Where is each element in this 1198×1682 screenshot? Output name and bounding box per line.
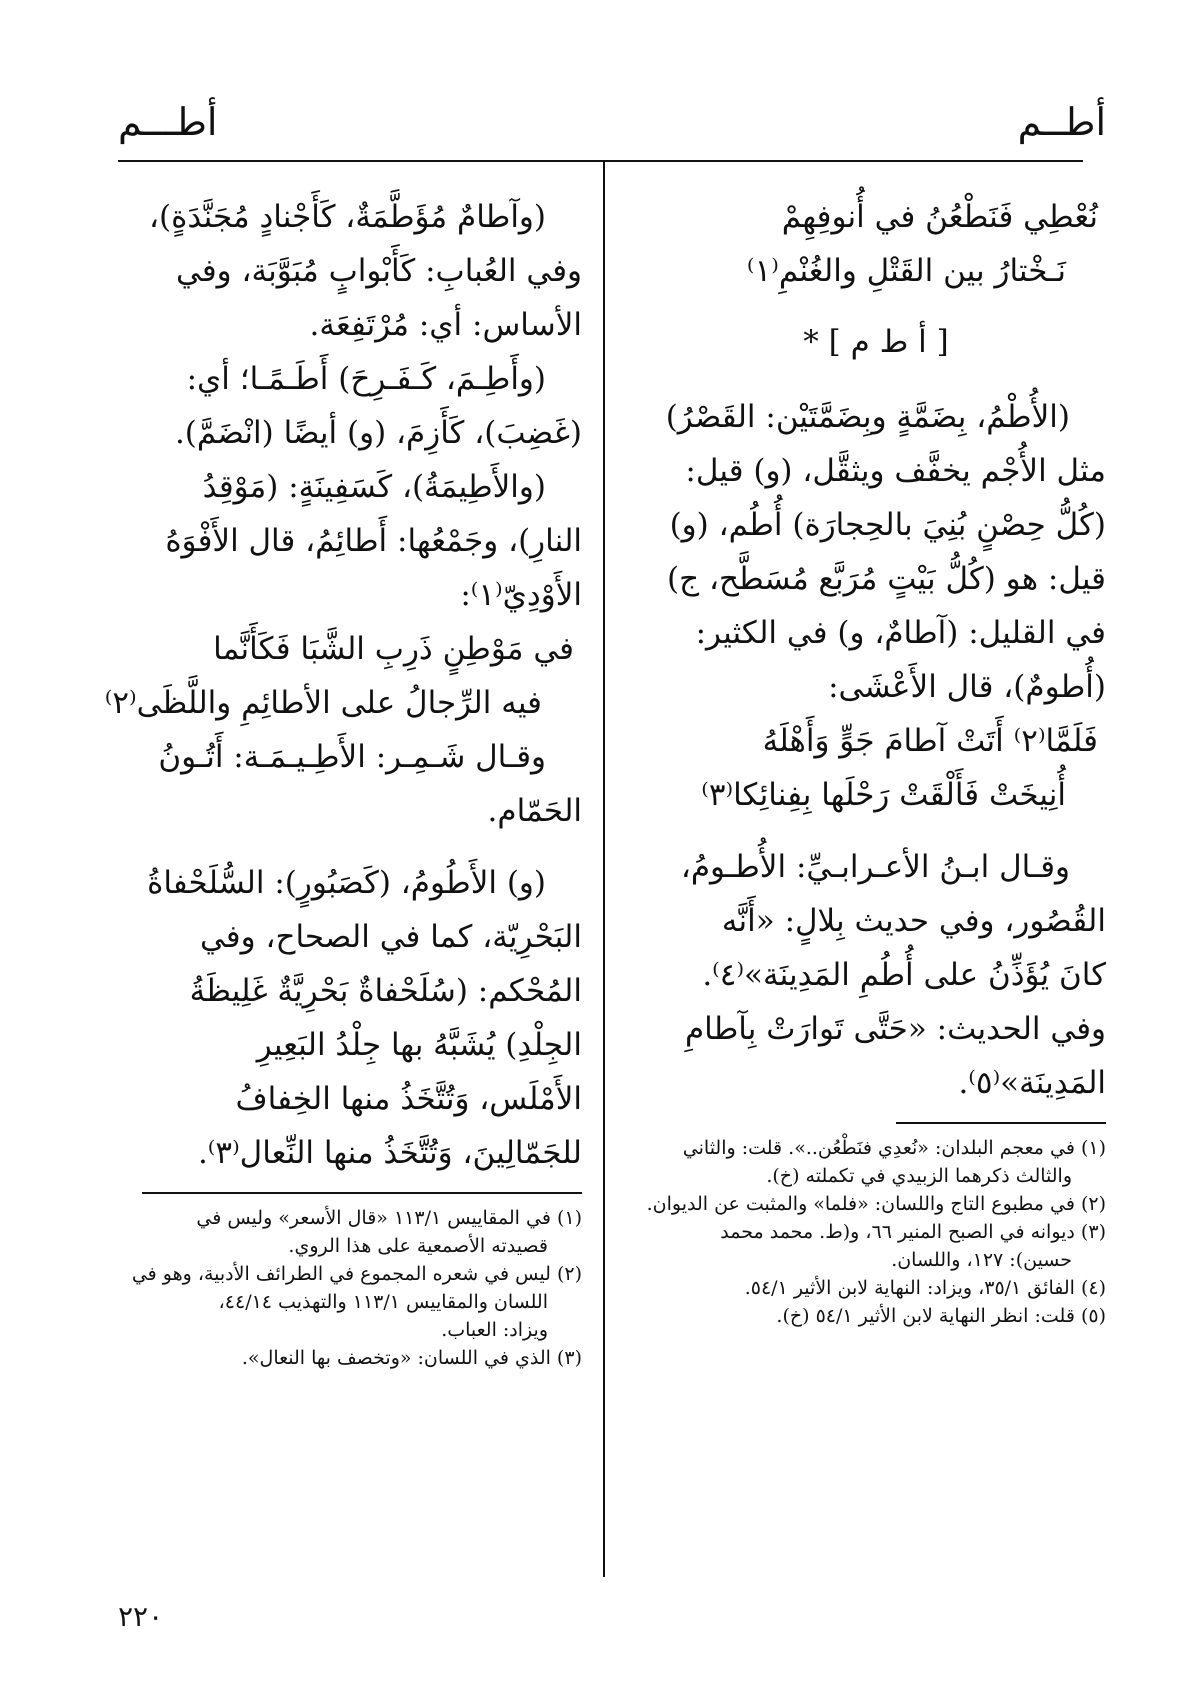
text-line: وقـال ابـنُ الأعـرابـيِّ: الأُطـومُ، [680,849,1070,885]
text-line: للجَمّالِينَ، وَتُتَّخَذُ منها النِّعال⁽٣⁾. [197,1135,582,1171]
footnote: (٢) ليس في شعره المجموع في الطرائف الأدبية، وهو في [131,1263,582,1285]
text-line: (و) الأَطُومُ، (كَصَبُورٍ): السُّلَحْفاةُ [147,865,546,901]
header-rule [118,160,1083,162]
text-line: (وآطامٌ مُؤَطَّمَةٌ، كَأَجْنادٍ مُجَنَّدَةٍ)، [149,199,546,235]
text-line: (غَضِبَ)، كَأَزِمَ، (و) أيضًا (انْضَمَّ). [174,415,582,451]
text-line: الأساس: أي: مُرْتَفِعَة. [309,307,582,343]
footnote: قصيدته الأصمعية على هذا الروي. [288,1235,548,1257]
footnote: (٣) ديوانه في الصبح المنير ٦٦، و(ط. محمد محمد [720,1221,1106,1243]
column-divider [603,162,605,1577]
text-line: كانَ يُؤَذِّنُ على أُطُمِ المَدِينَة»⁽٤⁾. [702,957,1106,993]
text-line: الجِلْدِ) يُشَبَّهُ بها جِلْدُ البَعِيرِ [256,1027,582,1063]
text-line: النارِ)، وجَمْعُها: أَطائِمُ، قال الأَفْوَهُ [165,523,582,559]
text-line: في مَوْطِنٍ ذَرِبِ الشَّبَا فَكَأَنَّما [213,631,574,667]
text-line: أُنِيخَتْ فَأَلْقَتْ رَحْلَها بِفِنائِكا⁽٣⁾ [701,777,1066,813]
text-line: الأَوْدِيّ⁽١⁾: [460,577,582,613]
running-header-left: أطـــم [118,100,218,144]
text-line: المَدِينَة»⁽٥⁾. [958,1065,1106,1101]
text-line: البَحْرِيّة، كما في الصحاح، وفي [199,919,582,955]
text-line: الحَمّام. [487,793,582,829]
text-line: (الأُطْمُ، بِضَمَّةٍ وبِضَمَّتَيْن: القَصْرُ) [665,399,1070,435]
entry-heading: [ أ ط م ] * [803,324,949,360]
text-line: فيه الرِّجالُ على الأطائِمِ واللَّظَى⁽٢⁾ [104,685,542,721]
text-line: وفي الحديث: «حَتَّى تَوارَتْ بِآطامِ [684,1011,1106,1047]
text-line: (كُلُّ حِصْنٍ بُنِيَ بالحِجارَة) أُطُم، (و) [669,507,1106,543]
text-line: القُصُور، وفي حديث بِلالٍ: «أَنَّه [721,903,1106,939]
footnote: اللسان والمقاييس ١١٣/١ والتهذيب ٤٤/١٤، [218,1291,548,1313]
text-line: نَـخْتارُ بين القَتْلِ والغُنْمِ⁽١⁾ [746,253,1066,289]
footnote: حسين): ١٢٧، واللسان. [891,1249,1072,1271]
right-column [646,190,1106,1330]
text-line: نُعْطِي فَنَطْعُنُ في أُنوفِهِمْ [781,199,1098,235]
footnote: (٥) قلت: انظر النهاية لابن الأثير ٥٤/١ (خ). [776,1305,1106,1327]
footnote: (٢) في مطبوع التاج واللسان: «فلما» والمثبت عن الديوان. [646,1193,1106,1215]
footnote-rule [142,1192,582,1194]
footnote: ويزاد: العباب. [441,1319,548,1341]
text-line: فَلَمَّا⁽٢⁾ أَتَتْ آطامَ جَوٍّ وَأَهْلَهُ [762,723,1098,759]
footnote: (١) في معجم البلدان: «نُعدِي فنَطْعُن..». قلت: والثاني [682,1137,1106,1159]
running-header-right: أطــم [1017,100,1106,144]
footnote: (١) في المقاييس ١١٣/١ «قال الأسعر» وليس في [196,1207,582,1229]
text-line: في القليل: (آطامٌ، و) في الكثير: [695,615,1106,651]
text-line: (والأَطِيمَةُ)، كَسَفِينَةٍ: (مَوْقِدُ [202,469,546,505]
text-line: وفي العُبابِ: كَأَبْوابٍ مُبَوَّبَة، وفي [176,253,582,289]
text-line: مثل الأُجْم يخفَّف ويثقَّل، (و) قيل: [685,453,1106,489]
text-line: قيل: هو (كُلُّ بَيْتٍ مُرَبَّع مُسَطَّح، ج) [667,561,1106,597]
left-column [104,190,582,1372]
text-line: الأَمْلَس، وَتُتَّخَذُ منها الخِفافُ [235,1081,582,1117]
footnote: (٣) الذي في اللسان: «وتخصف بها النعال». [241,1347,582,1369]
text-line: (أُطومٌ)، قال الأَعْشَى: [828,669,1106,705]
footnote: (٤) الفائق ٣٥/١، ويزاد: النهاية لابن الأثير ٥٤/١. [744,1277,1106,1299]
footnote-rule [896,1122,1106,1124]
text-line: (وأَطِـمَ، كَـفَـرِحَ) أَطَـمًـا؛ أي: [186,361,546,397]
text-line: المُحْكم: (سُلَحْفاةٌ بَحْرِيَّةٌ غَلِيظَةُ [189,973,582,1009]
page-number: ٢٢٠ [118,1600,164,1633]
text-line: وقـال شَـمِـر: الأَطِـيـمَـة: أَتُـونُ [158,739,546,775]
footnote: والثالث ذكرهما الزبيدي في تكملته (خ). [766,1165,1072,1187]
